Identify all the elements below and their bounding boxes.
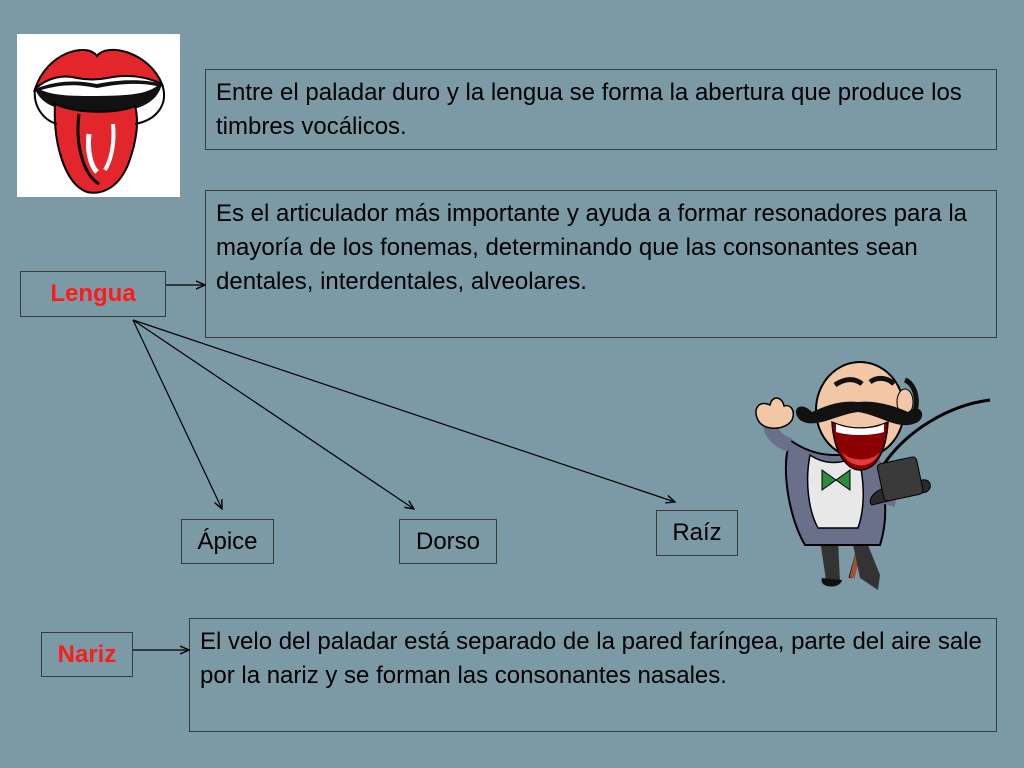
- text-paladar: Entre el paladar duro y la lengua se forma la abertura que produce los timbres vocálicos.: [216, 79, 962, 140]
- label-raiz: Raíz: [672, 519, 722, 546]
- text-velo: El velo del paladar está separado de la pared faríngea, parte del aire sale por la nariz y se forman las consonantes nasales.: [200, 628, 982, 689]
- text-articulador: Es el articulador más importante y ayuda a formar resonadores para la mayoría de los fonemas, determinando que las consonantes sean dentales, interdentales, alveolares.: [216, 200, 968, 295]
- label-dorso: Dorso: [415, 527, 481, 555]
- label-lengua: Lengua: [50, 280, 136, 307]
- label-nariz: Nariz: [57, 640, 117, 668]
- label-apice: Ápice: [197, 527, 258, 555]
